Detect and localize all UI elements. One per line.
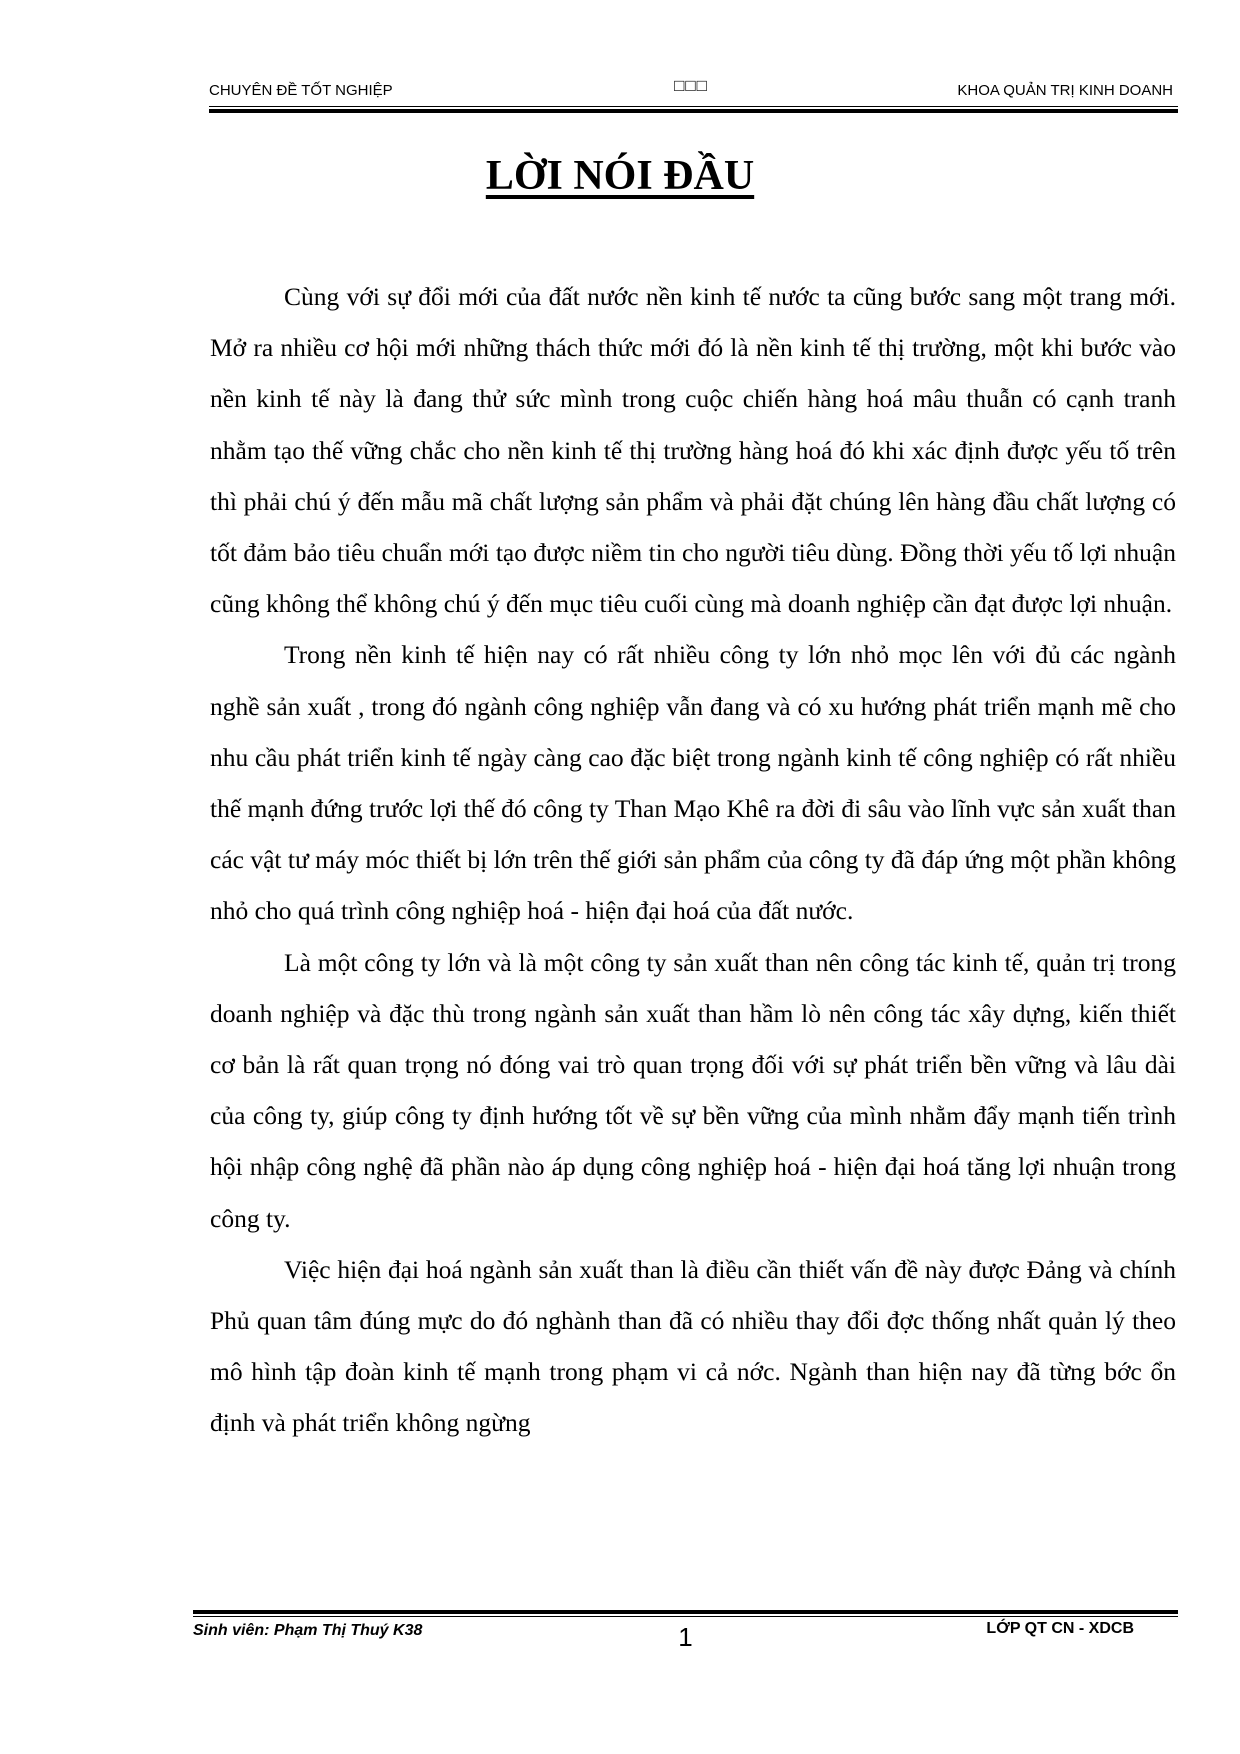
document-body <box>210 271 1176 1449</box>
page-header <box>209 76 1173 106</box>
paragraph-4: Việc hiện đại hoá ngành sản xuất than là điều cần thiết vấn đề này được Đảng và chính Phủ quan tâm đúng mực do đó nghành than đã có nhiều thay đổi đợc thống nhất quản lý theo mô hình tập đoàn kinh tế mạnh trong phạm vi cả nớc. Ngành than hiện nay đã từng bớc ổn định và phát triển không ngừng <box>210 1254 1176 1438</box>
header-faculty-label: KHOA QUẢN TRỊ KINH DOANH <box>957 82 1173 99</box>
paragraph-1: Cùng với sự đổi mới của đất nước nền kinh tế nước ta cũng bước sang một trang mới. Mở ra nhiều cơ hội mới những thách thức mới đó là nền kinh tế thị trường, một khi bước vào nền kinh tế này là đang thử sức mình trong cuộc chiến hàng hoá mâu thuẫn có cạnh tranh nhằm tạo thế vững chắc cho nền kinh tế thị trường hàng hoá đó khi xác định được yếu tố trên thì phải chú ý đến mẫu mã chất lượng sản phẩm và phải đặt chúng lên hàng đầu chất lượng có tốt đảm bảo tiêu chuẩn mới tạo được niềm tin cho người tiêu dùng. Đồng thời yếu tố lợi nhuận cũng không thể không chú ý đến mục tiêu cuối cùng mà doanh nghiệp cần đạt được lợi nhuận. <box>210 282 1176 619</box>
paragraph-2: Trong nền kinh tế hiện nay có rất nhiều công ty lớn nhỏ mọc lên với đủ các ngành nghề sản xuất , trong đó ngành công nghiệp vẫn đang và có xu hướng phát triển mạnh mẽ cho nhu cầu phát triển kinh tế ngày càng cao đặc biệt trong ngành kinh tế công nghiệp có rất nhiều thế mạnh đứng trước lợi thế đó công ty Than Mạo Khê ra đời đi sâu vào lĩnh vực sản xuất than các vật tư máy móc thiết bị lớn trên thế giới sản phẩm của công ty đã đáp ứng một phần không nhỏ cho quá trình công nghiệp hoá - hiện đại hoá của đất nước. <box>210 640 1176 926</box>
paragraph-3: Là một công ty lớn và là một công ty sản xuất than nên công tác kinh tế, quản trị trong doanh nghiệp và đặc thù trong ngành sản xuất than hầm lò nên công tác xây dựng, kiến thiết cơ bản là rất quan trọng nó đóng vai trò quan trọng đối với sự phát triển bền vững và lâu dài của công ty, giúp công ty định hướng tốt về sự bền vững của mình nhằm đẩy mạnh tiến trình hội nhập công nghệ đã phần nào áp dụng công nghiệp hoá - hiện đại hoá tăng lợi nhuận trong công ty. <box>210 947 1176 1233</box>
page-number: 1 <box>678 1622 693 1652</box>
header-thesis-label: CHUYÊN ĐỀ TỐT NGHIỆP <box>209 82 393 99</box>
page-footer <box>193 1620 1178 1680</box>
footer-student-name: Sinh viên: Phạm Thị Thuý K38 <box>193 1622 423 1639</box>
footer-class-label: LỚP QT CN - XDCB <box>986 1620 1134 1637</box>
footer-divider <box>193 1610 1178 1617</box>
page-title: LỜI NÓI ĐẦU <box>485 153 755 199</box>
header-divider <box>209 106 1178 113</box>
header-ornament: □□□ <box>674 76 708 95</box>
